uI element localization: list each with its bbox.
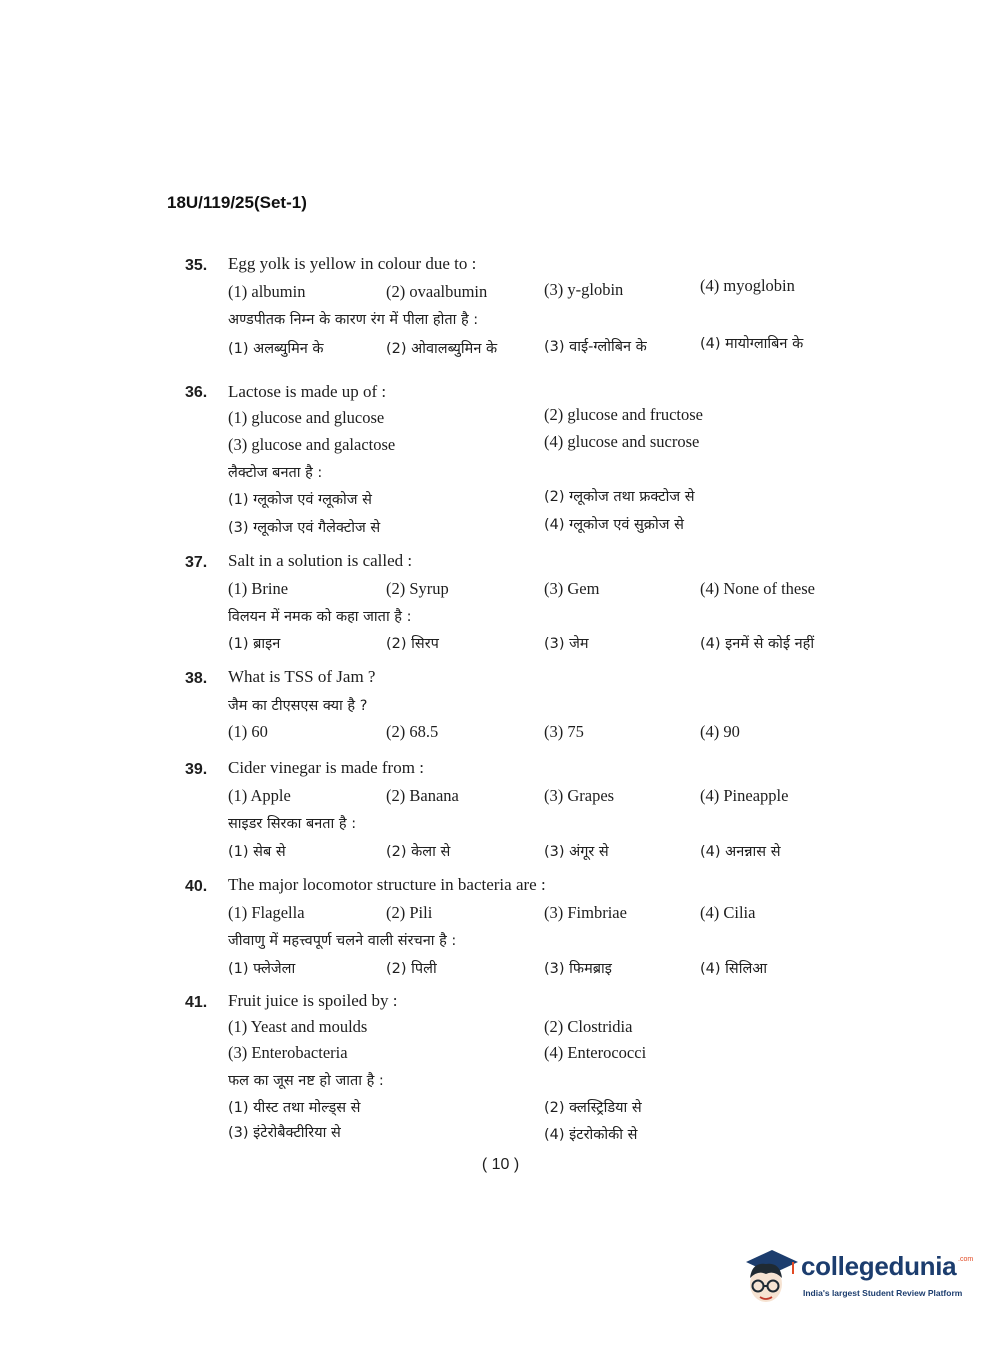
question-text-hi: जीवाणु में महत्त्वपूर्ण चलने वाली संरचना है : [228, 933, 457, 949]
question-text-en: Salt in a solution is called : [228, 551, 413, 570]
option-1-en: (1) Flagella [228, 903, 305, 922]
option-4-hi: (4) मायोग्लाबिन के [700, 336, 804, 352]
option-3-hi: (3) फिमब्राइ [544, 961, 612, 977]
question-number: 36. [185, 384, 208, 401]
question-number: 35. [185, 257, 208, 274]
mascot-icon [742, 1248, 798, 1310]
option-4-en: (4) Enterococci [544, 1043, 647, 1062]
option-1-en: (1) glucose and glucose [228, 408, 385, 427]
brand-name: collegedunia [801, 1251, 957, 1281]
option-1-hi: (1) ग्लूकोज एवं ग्लूकोज से [228, 492, 372, 508]
option-3-en: (3) Enterobacteria [228, 1043, 348, 1062]
question-text-hi: विलयन में नमक को कहा जाता है : [228, 609, 412, 625]
option-3-hi: (3) इंटेरोबैक्टीरिया से [228, 1125, 341, 1141]
option-1-hi: (1) यीस्ट तथा मोल्ड्स से [228, 1100, 361, 1116]
option-3-en: (3) Grapes [544, 786, 615, 805]
question-text-en: Cider vinegar is made from : [228, 758, 424, 777]
option-3-en: (3) Gem [544, 579, 600, 598]
question-number: 39. [185, 761, 208, 778]
option-1-en: (1) albumin [228, 282, 306, 301]
question-text-hi: लैक्टोज बनता है : [228, 465, 323, 481]
question-text-hi: अण्डपीतक निम्न के कारण रंग में पीला होता है : [228, 312, 479, 328]
question-number: 40. [185, 878, 208, 895]
question-text-hi: जैम का टीएसएस क्या है ? [228, 698, 368, 714]
option-2-en: (2) glucose and fructose [544, 405, 703, 424]
question-number: 38. [185, 670, 208, 687]
question-number: 37. [185, 554, 208, 571]
page-number: ( 10 ) [481, 1156, 520, 1173]
option-2-en: (2) ovaalbumin [386, 282, 488, 301]
brand-tagline: India's largest Student Review Platform [803, 1288, 963, 1298]
option-4-hi: (4) अनन्नास से [700, 844, 781, 860]
option-3-en: (3) Fimbriae [544, 903, 627, 922]
option-2-hi: (2) ओवालब्युमिन के [386, 341, 498, 357]
option-3-en: (3) glucose and galactose [228, 435, 396, 454]
option-2-hi: (2) ग्लूकोज तथा फ्रक्टोज से [544, 489, 695, 505]
option-3-hi: (3) वाई-ग्लोबिन के [544, 339, 647, 355]
question-text-en: What is TSS of Jam ? [228, 667, 376, 686]
option-4-en: (4) None of these [700, 579, 816, 598]
option-3-hi: (3) ग्लूकोज एवं गैलेक्टोज से [228, 520, 381, 536]
option-4-hi: (4) ग्लूकोज एवं सुक्रोज से [544, 517, 684, 533]
option-1-en: (1) Brine [228, 579, 289, 598]
question-text-en: Fruit juice is spoiled by : [228, 991, 398, 1010]
option-3: (3) 75 [544, 722, 584, 741]
question-text-en: Egg yolk is yellow in colour due to : [228, 254, 477, 273]
option-1-hi: (1) फ्लेजेला [228, 961, 296, 977]
option-2: (2) 68.5 [386, 722, 439, 741]
option-4-hi: (4) इंटरोकोकी से [544, 1127, 638, 1143]
option-1-en: (1) Apple [228, 786, 291, 805]
option-4-en: (4) Pineapple [700, 786, 789, 805]
option-1-hi: (1) अलब्युमिन के [228, 341, 324, 357]
option-4-en: (4) glucose and sucrose [544, 432, 700, 451]
question-text-en: Lactose is made up of : [228, 382, 387, 401]
option-2-en: (2) Syrup [386, 579, 449, 598]
option-4-en: (4) myoglobin [700, 276, 795, 295]
question-text-hi: साइडर सिरका बनता है : [228, 816, 357, 832]
option-3-en: (3) y-globin [544, 280, 624, 299]
question-text-en: The major locomotor structure in bacteria are : [228, 875, 546, 894]
option-2-en: (2) Clostridia [544, 1017, 633, 1036]
option-1-hi: (1) ब्राइन [228, 636, 281, 652]
question-number: 41. [185, 994, 208, 1011]
option-2-en: (2) Banana [386, 786, 459, 805]
option-2-hi: (2) केला से [386, 844, 451, 860]
option-4: (4) 90 [700, 722, 740, 741]
option-2-hi: (2) पिली [386, 961, 437, 977]
option-1-hi: (1) सेब से [228, 844, 286, 860]
option-2-hi: (2) क्लस्ट्रिडिया से [544, 1100, 642, 1116]
option-3-hi: (3) जेम [544, 636, 589, 652]
option-1: (1) 60 [228, 722, 268, 741]
option-1-en: (1) Yeast and moulds [228, 1017, 368, 1036]
option-4-hi: (4) सिलिआ [700, 961, 768, 977]
option-3-hi: (3) अंगूर से [544, 844, 609, 860]
option-2-hi: (2) सिरप [386, 636, 439, 652]
question-text-hi: फल का जूस नष्ट हो जाता है : [228, 1073, 384, 1089]
paper-code: 18U/119/25(Set-1) [167, 193, 307, 212]
option-4-en: (4) Cilia [700, 903, 756, 922]
brand-domain: .com [958, 1256, 974, 1263]
option-2-en: (2) Pili [386, 903, 433, 922]
collegedunia-logo [742, 1248, 972, 1312]
option-4-hi: (4) इनमें से कोई नहीं [700, 636, 815, 652]
